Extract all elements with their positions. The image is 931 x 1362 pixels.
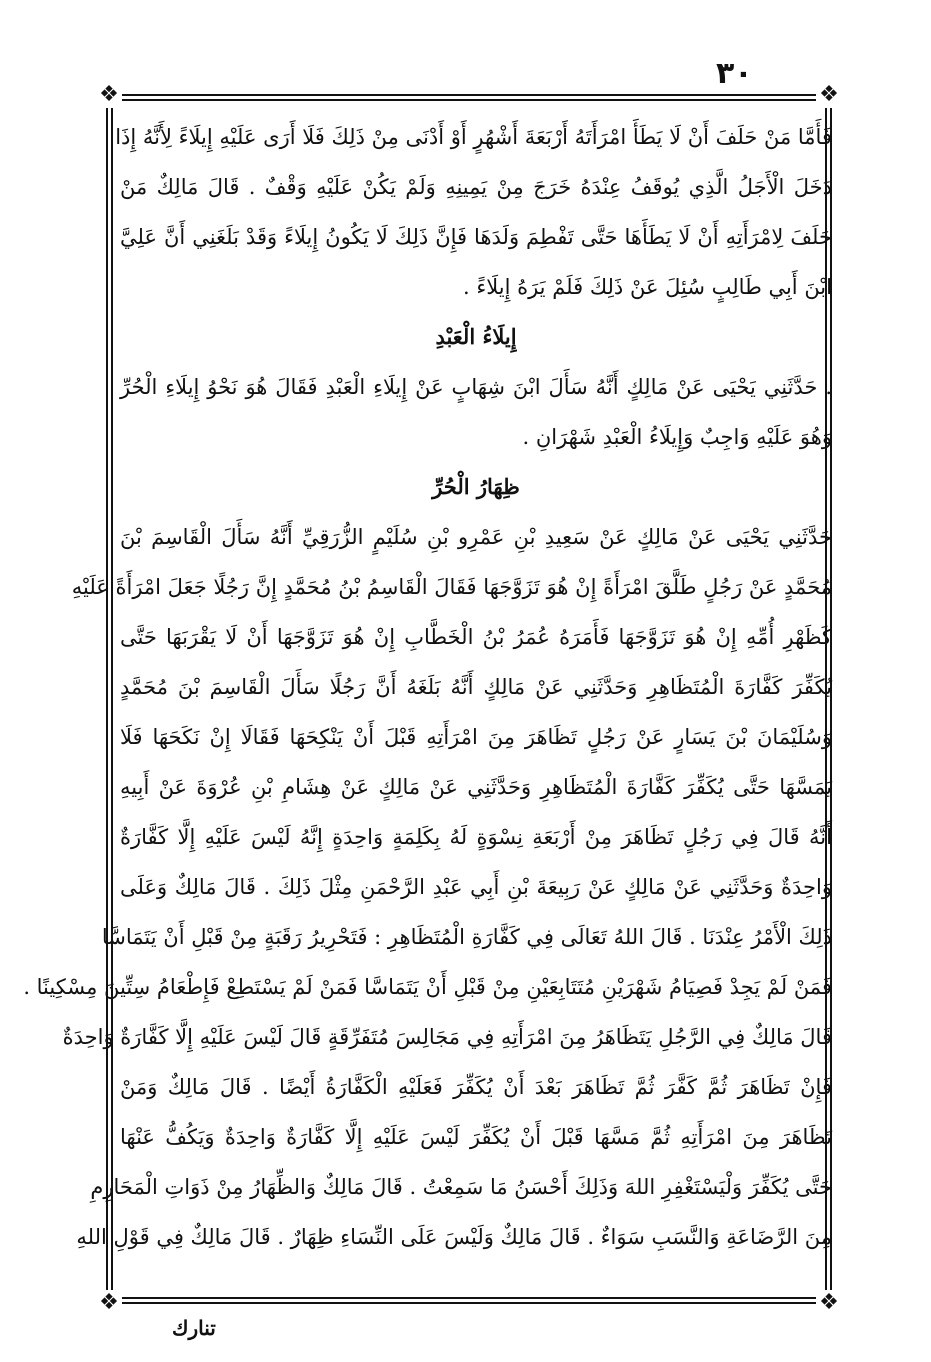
corner-ornament-icon: ❖ [816,82,842,108]
text-line: ذَلِكَ الْأَمْرُ عِنْدَنَا . قَالَ اللهُ تَعَالَى فِي كَفَّارَةِ الْمُتَظَاهِرِ : فَتَحْرِيرُ رَقَبَةٍ مِنْ قَبْلِ أَنْ يَتَمَاسَّا [101,925,832,949]
text-line: حَدَّثَنِي يَحْيَى عَنْ مَالِكٍ عَنْ سَعِيدِ بْنِ عَمْرِو بْنِ سُلَيْمٍ الزُّرَقِيِّ أَنَّهُ سَأَلَ الْقَاسِمَ بْنَ [120,525,832,549]
text-line: كَظَهْرِ أُمِّهِ إِنْ هُوَ تَزَوَّجَهَا فَأَمَرَهُ عُمَرُ بْنُ الْخَطَّابِ إِنْ هُوَ تَزَوَّجَهَا أَنْ لَا يَقْرَبَهَا حَتَّى [120,625,832,649]
section-ila-continued [115,112,832,312]
border-rule-bottom [116,1297,822,1304]
text-line: وَسُلَيْمَانَ بْنَ يَسَارٍ عَنْ رَجُلٍ تَظَاهَرَ مِنَ امْرَأَتِهِ قَبْلَ أَنْ يَنْكِحَهَا فَقَالَا إِنْ نَكَحَهَا فَلَا [120,725,832,749]
text-line: قَالَ مَالِكٌ فِي الرَّجُلِ يَتَظَاهَرُ مِنَ امْرَأَتِهِ فِي مَجَالِسَ مُتَفَرِّقَةٍ قَالَ لَيْسَ عَلَيْهِ إِلَّا كَفَّارَةٌ وَاحِدَةٌ [62,1025,832,1049]
text-line: حَتَّى يُكَفِّرَ وَلْيَسْتَغْفِرِ اللهَ وَذَلِكَ أَحْسَنُ مَا سَمِعْتُ . قَالَ مَالِكٌ وَالظِّهَارُ مِنْ ذَوَاتِ الْمَحَارِمِ [90,1175,832,1199]
text-line: فَأَمَّا مَنْ حَلَفَ أَنْ لَا يَطَأَ امْرَأَتَهُ أَرْبَعَةَ أَشْهُرٍ أَوْ أَدْنَى مِنْ ذَلِكَ فَلَا أَرَى عَلَيْهِ إِيلَاءً لِأَنَّهُ إِذَا [115,125,832,149]
text-line: ابْنَ أَبِي طَالِبٍ سُئِلَ عَنْ ذَلِكَ فَلَمْ يَرَهُ إِيلَاءً . [462,275,832,299]
text-line: وَاحِدَةٌ وَحَدَّثَنِي عَنْ مَالِكٍ عَنْ رَبِيعَةَ بْنِ أَبِي عَبْدِ الرَّحْمَنِ مِثْلَ ذَلِكَ . قَالَ مَالِكٌ وَعَلَى [120,875,832,899]
text-line: . حَدَّثَنِي يَحْيَى عَنْ مَالِكٍ أَنَّهُ سَأَلَ ابْنَ شِهَابٍ عَنْ إِيلَاءِ الْعَبْدِ فَقَالَ هُوَ نَحْوُ إِيلَاءِ الْحُرِّ [120,375,832,399]
border-rule-left [106,100,113,1298]
corner-ornament-icon: ❖ [96,82,122,108]
text-line: أَنَّهُ قَالَ فِي رَجُلٍ تَظَاهَرَ مِنْ أَرْبَعَةِ نِسْوَةٍ لَهُ بِكَلِمَةٍ وَاحِدَةٍ إِنَّهُ لَيْسَ عَلَيْهِ إِلَّا كَفَّارَةٌ [120,825,832,849]
catchword: تنارك [172,1316,216,1340]
text-line: حَلَفَ لِامْرَأَتِهِ أَنْ لَا يَطَأَهَا حَتَّى تَفْطِمَ وَلَدَهَا فَإِنَّ ذَلِكَ لَا يَكُونُ إِيلَاءً وَقَدْ بَلَغَنِي أَنَّ عَلِيَّ [120,225,832,249]
text-line: دَخَلَ الْأَجَلُ الَّذِي يُوقَفُ عِنْدَهُ خَرَجَ مِنْ يَمِينِهِ وَلَمْ يَكُنْ عَلَيْهِ وَقْفٌ . قَالَ مَالِكٌ مَنْ [120,175,832,199]
section-ila-slave [120,362,832,462]
text-line: وَهُوَ عَلَيْهِ وَاجِبٌ وَإِيلَاءُ الْعَبْدِ شَهْرَانِ . [522,425,832,449]
page-number: ٣٠ [716,56,753,91]
text-line: فَإِنْ تَظَاهَرَ ثُمَّ كَفَّرَ ثُمَّ تَظَاهَرَ بَعْدَ أَنْ يُكَفِّرَ فَعَلَيْهِ الْكَفَّارَةُ أَيْضًا . قَالَ مَالِكٌ وَمَنْ [120,1075,832,1099]
section-heading: ظِهَارُ الْحُرِّ [432,474,520,499]
corner-ornament-icon: ❖ [816,1290,842,1316]
text-line: مُحَمَّدٍ عَنْ رَجُلٍ طَلَّقَ امْرَأَةً إِنْ هُوَ تَزَوَّجَهَا فَقَالَ الْقَاسِمُ بْنُ مُحَمَّدٍ إِنَّ رَجُلًا جَعَلَ امْرَأَةً عَلَيْهِ [71,575,832,599]
text-body [23,112,832,1262]
section-zihar [23,512,832,1262]
text-line: فَمَنْ لَمْ يَجِدْ فَصِيَامُ شَهْرَيْنِ مُتَتَابِعَيْنِ مِنْ قَبْلِ أَنْ يَتَمَاسَّا فَمَنْ لَمْ يَسْتَطِعْ فَإِطْعَامُ سِتِّينَ مِسْكِينًا . [23,975,832,999]
text-line: تَظَاهَرَ مِنَ امْرَأَتِهِ ثُمَّ مَسَّهَا قَبْلَ أَنْ يُكَفِّرَ لَيْسَ عَلَيْهِ إِلَّا كَفَّارَةٌ وَاحِدَةٌ وَيَكُفُّ عَنْهَا [120,1125,832,1149]
section-heading: إِيلَاءُ الْعَبْدِ [435,324,517,349]
text-line: مِنَ الرَّضَاعَةِ وَالنَّسَبِ سَوَاءٌ . قَالَ مَالِكٌ وَلَيْسَ عَلَى النِّسَاءِ ظِهَارٌ . قَالَ مَالِكٌ فِي قَوْلِ اللهِ [76,1225,832,1249]
border-rule-top [116,94,822,101]
corner-ornament-icon: ❖ [96,1290,122,1316]
text-line: يَمَسَّهَا حَتَّى يُكَفِّرَ كَفَّارَةَ الْمُتَظَاهِرِ وَحَدَّثَنِي عَنْ مَالِكٍ عَنْ هِشَامِ بْنِ عُرْوَةَ عَنْ أَبِيهِ [120,775,832,799]
text-line: يُكَفِّرَ كَفَّارَةَ الْمُتَظَاهِرِ وَحَدَّثَنِي عَنْ مَالِكٍ أَنَّهُ بَلَغَهُ أَنَّ رَجُلًا سَأَلَ الْقَاسِمَ بْنَ مُحَمَّدٍ [120,675,832,699]
